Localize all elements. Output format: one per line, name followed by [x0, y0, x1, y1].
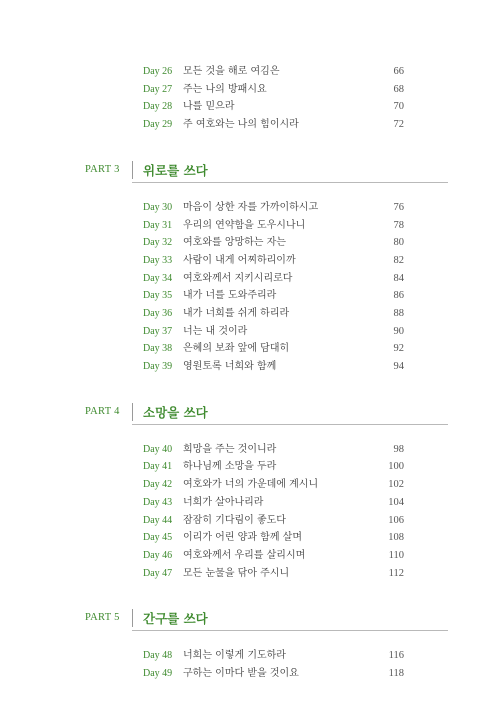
toc-entry[interactable]	[0, 476, 500, 493]
part-rule	[132, 424, 448, 425]
entry-day: Day 34	[143, 273, 173, 284]
part-divider	[132, 609, 133, 627]
part-title: 위로를 쓰다	[143, 162, 208, 178]
part-label: PART 5	[85, 612, 120, 624]
entry-title: 내가 너를 도와주리라	[183, 290, 277, 301]
entry-title: 우리의 연약함을 도우시나니	[183, 220, 306, 231]
entry-day: Day 37	[143, 326, 173, 337]
part-divider	[132, 161, 133, 179]
entry-title: 은혜의 보좌 앞에 담대히	[183, 343, 290, 354]
entry-page-number: 68	[393, 84, 404, 95]
entry-page-number: 116	[388, 650, 404, 661]
toc-entry[interactable]	[0, 665, 500, 682]
toc-entry[interactable]	[0, 81, 500, 98]
toc-entry[interactable]	[0, 494, 500, 511]
entry-title: 여호와를 앙망하는 자는	[183, 237, 286, 248]
entry-day: Day 36	[143, 308, 173, 319]
entry-page-number: 78	[393, 220, 404, 231]
toc-entry[interactable]	[0, 512, 500, 529]
part-rule	[132, 182, 448, 183]
entry-page-number: 104	[388, 497, 404, 508]
part-divider	[132, 403, 133, 421]
part-header	[0, 608, 500, 638]
entry-title: 나를 믿으라	[183, 101, 235, 112]
toc-entry[interactable]	[0, 287, 500, 304]
entry-title: 이리가 어린 양과 함께 살며	[183, 532, 302, 543]
toc-entry[interactable]	[0, 252, 500, 269]
toc-entry[interactable]	[0, 358, 500, 375]
entry-page-number: 66	[393, 66, 404, 77]
entry-day: Day 32	[143, 237, 173, 248]
entry-page-number: 92	[393, 343, 404, 354]
part-header	[0, 160, 500, 190]
entry-day: Day 41	[143, 461, 173, 472]
toc-entry[interactable]	[0, 98, 500, 115]
entry-page-number: 88	[393, 308, 404, 319]
entry-day: Day 39	[143, 361, 173, 372]
toc-entry[interactable]	[0, 647, 500, 664]
entry-page-number: 118	[388, 668, 404, 679]
entry-page-number: 76	[393, 202, 404, 213]
entry-title: 주는 나의 방패시요	[183, 84, 267, 95]
toc-entry[interactable]	[0, 116, 500, 133]
entry-title: 하나님께 소망을 두라	[183, 461, 277, 472]
entry-day: Day 42	[143, 479, 173, 490]
entry-page-number: 100	[388, 461, 404, 472]
entry-day: Day 44	[143, 515, 173, 526]
toc-entry[interactable]	[0, 565, 500, 582]
entry-title: 사람이 내게 어찌하리이까	[183, 255, 296, 266]
entry-page-number: 70	[393, 101, 404, 112]
entry-day: Day 31	[143, 220, 173, 231]
entry-page-number: 86	[393, 290, 404, 301]
entry-page-number: 106	[388, 515, 404, 526]
toc-entry[interactable]	[0, 340, 500, 357]
entry-page-number: 112	[388, 568, 404, 579]
entry-page-number: 72	[393, 119, 404, 130]
entry-day: Day 30	[143, 202, 173, 213]
part-title: 간구를 쓰다	[143, 611, 208, 627]
entry-title: 여호와께서 우리를 살리시며	[183, 550, 306, 561]
entry-title: 너희는 이렇게 기도하라	[183, 650, 286, 661]
entry-title: 구하는 이마다 받을 것이요	[183, 668, 299, 679]
entry-page-number: 98	[393, 444, 404, 455]
entry-day: Day 27	[143, 84, 173, 95]
entry-day: Day 33	[143, 255, 173, 266]
entry-day: Day 48	[143, 650, 173, 661]
entry-title: 잠잠히 기다림이 좋도다	[183, 515, 286, 526]
entry-day: Day 43	[143, 497, 173, 508]
entry-title: 주 여호와는 나의 힘이시라	[183, 119, 299, 130]
toc-entry[interactable]	[0, 305, 500, 322]
entry-page-number: 94	[393, 361, 404, 372]
entry-page-number: 80	[393, 237, 404, 248]
entry-page-number: 108	[388, 532, 404, 543]
entry-title: 희망을 주는 것이니라	[183, 444, 277, 455]
entry-day: Day 26	[143, 66, 173, 77]
part-label: PART 4	[85, 405, 120, 417]
toc-entry[interactable]	[0, 63, 500, 80]
part-rule	[132, 630, 448, 631]
entry-title: 모든 것을 해로 여김은	[183, 66, 280, 77]
toc-entry[interactable]	[0, 458, 500, 475]
entry-day: Day 38	[143, 343, 173, 354]
part-title: 소망을 쓰다	[143, 404, 208, 420]
part-header	[0, 402, 500, 432]
entry-page-number: 84	[393, 273, 404, 284]
entry-title: 너는 내 것이라	[183, 326, 248, 337]
entry-day: Day 35	[143, 290, 173, 301]
entry-title: 여호와가 너의 가운데에 계시니	[183, 479, 319, 490]
entry-day: Day 40	[143, 444, 173, 455]
toc-entry[interactable]	[0, 199, 500, 216]
toc-entry[interactable]	[0, 217, 500, 234]
entry-title: 마음이 상한 자를 가까이하시고	[183, 202, 319, 213]
entry-title: 모든 눈물을 닦아 주시니	[183, 568, 290, 579]
entry-day: Day 49	[143, 668, 173, 679]
entry-page-number: 102	[388, 479, 404, 490]
entry-day: Day 47	[143, 568, 173, 579]
part-label: PART 3	[85, 163, 120, 175]
entry-day: Day 45	[143, 532, 173, 543]
entry-title: 여호와께서 지키시리로다	[183, 273, 293, 284]
entry-page-number: 90	[393, 326, 404, 337]
toc-entry[interactable]	[0, 270, 500, 287]
toc-entry[interactable]	[0, 323, 500, 340]
entry-day: Day 29	[143, 119, 173, 130]
entry-day: Day 46	[143, 550, 173, 561]
toc-entry[interactable]	[0, 547, 500, 564]
entry-page-number: 82	[393, 255, 404, 266]
toc-entry[interactable]	[0, 441, 500, 458]
entry-page-number: 110	[388, 550, 404, 561]
entry-day: Day 28	[143, 101, 173, 112]
toc-entry[interactable]	[0, 234, 500, 251]
entry-title: 영원토록 너희와 함께	[183, 361, 277, 372]
entry-title: 내가 너희를 쉬게 하리라	[183, 308, 290, 319]
toc-entry[interactable]	[0, 529, 500, 546]
entry-title: 너희가 살아나리라	[183, 497, 264, 508]
